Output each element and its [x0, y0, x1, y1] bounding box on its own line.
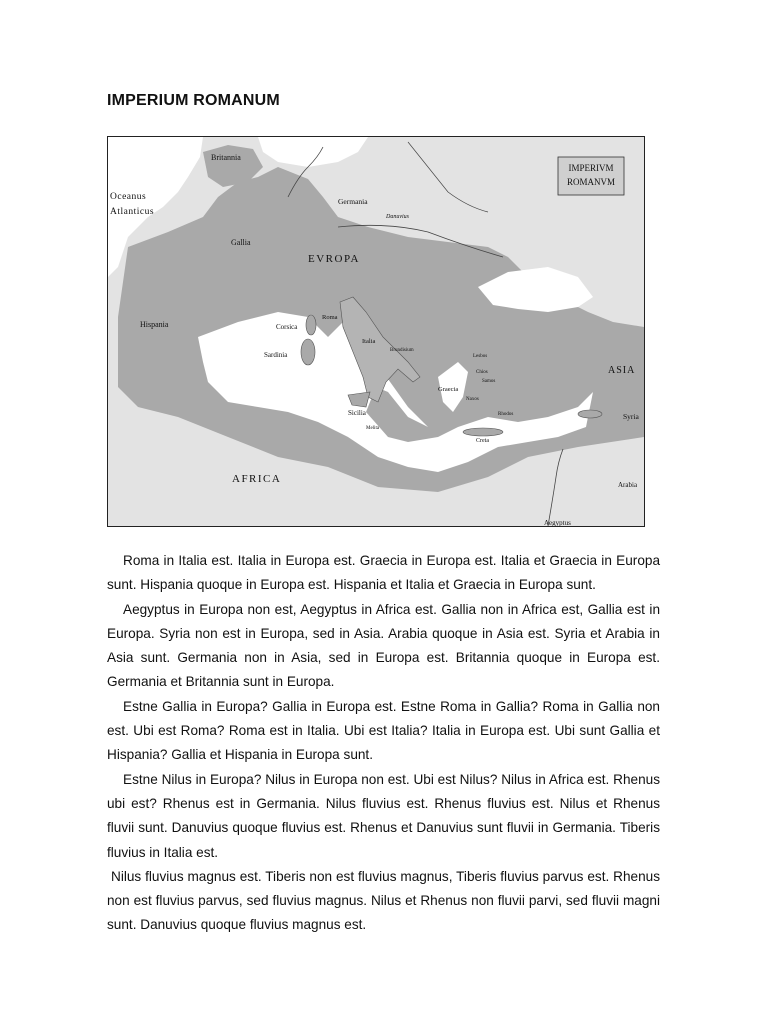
label-danuvius: Danuvius: [386, 214, 409, 220]
label-graecia: Graecia: [438, 386, 459, 393]
label-syria: Syria: [623, 412, 639, 421]
label-germania: Germania: [338, 197, 368, 206]
map-svg: [108, 137, 644, 526]
paragraph-5: Nilus fluvius magnus est. Tiberis non est fluvius magnus, Tiberis fluvius parvus est. Rhenus non est fluvius parvus, sed fluvius magnus. Nilus et Rhenus non fluvii parvi, sed fluvii magni sunt. Danuvius quoque fluvius magnus est.: [107, 868, 660, 933]
label-rhodos: Rhodos: [498, 412, 514, 417]
paragraph-4: Estne Nilus in Europa? Nilus in Europa non est. Ubi est Nilus? Nilus in Africa est. Rhenus ubi est? Rhenus est in Germania. Nilus fluvius est. Rhenus fluvius est. Nilus et Rhenus fluvii sunt. Danuvius quoque fluvius est. Rhenus et Danuvius sunt fluvii in Germania. Tiberis fluvius in Italia est.: [107, 771, 660, 860]
label-italia: Italia: [362, 338, 376, 345]
label-britannia: Britannia: [211, 153, 241, 162]
cyprus-island: [578, 410, 602, 418]
label-asia: ASIA: [608, 365, 636, 376]
label-aegyptus: Aegyptus: [544, 519, 571, 526]
label-melita: Melita: [366, 426, 380, 431]
label-creta: Creta: [476, 438, 489, 444]
roman-empire-map: [107, 136, 645, 527]
paragraph-2: Aegyptus in Europa non est, Aegyptus in Africa est. Gallia non in Africa est, Gallia est in Europa. Syria non est in Europa, sed in Asia. Arabia quoque in Asia est. Syria et Arabia in Asia sunt. Germania non in Asia, sed in Europa est. Britannia quoque in Europa est. Germania et Britannia sunt in Europa.: [107, 601, 660, 690]
label-samos: Samos: [482, 379, 496, 384]
label-lesbos: Lesbos: [473, 354, 488, 359]
label-roma: Roma: [322, 314, 338, 321]
label-oceanus: Oceanus: [110, 192, 147, 202]
sardinia-island: [301, 339, 315, 365]
label-africa: AFRICA: [232, 473, 282, 485]
label-gallia: Gallia: [231, 238, 251, 247]
map-title-line2: ROMANVM: [566, 177, 616, 187]
label-sardinia: Sardinia: [264, 351, 288, 359]
page-title: IMPERIUM ROMANUM: [107, 92, 280, 109]
label-naxos: Naxos: [466, 397, 479, 402]
label-arabia: Arabia: [618, 481, 638, 489]
label-atlanticus: Atlanticus: [110, 207, 155, 217]
label-brundisium: Brundisium: [390, 348, 414, 353]
corsica-island: [306, 315, 316, 335]
label-chios: Chios: [476, 370, 488, 375]
body-text: [107, 549, 660, 938]
label-sicilia: Sicilia: [348, 409, 366, 417]
label-hispania: Hispania: [140, 320, 169, 329]
paragraph-1: Roma in Italia est. Italia in Europa est. Graecia in Europa est. Italia et Graecia in Europa sunt. Hispania quoque in Europa est. Hispania et Italia et Graecia in Europa sunt.: [107, 553, 660, 593]
creta-island: [463, 428, 503, 436]
label-corsica: Corsica: [276, 323, 298, 331]
paragraph-3: Estne Gallia in Europa? Gallia in Europa est. Estne Roma in Gallia? Roma in Gallia non est. Ubi est Roma? Roma est in Italia. Ubi est Italia? Italia in Europa est. Ubi sunt Gallia et Hispania? Gallia et Hispania in Europa sunt.: [107, 698, 660, 763]
map-title-line1: IMPERIVM: [568, 163, 614, 173]
label-europa: EVROPA: [308, 253, 360, 265]
